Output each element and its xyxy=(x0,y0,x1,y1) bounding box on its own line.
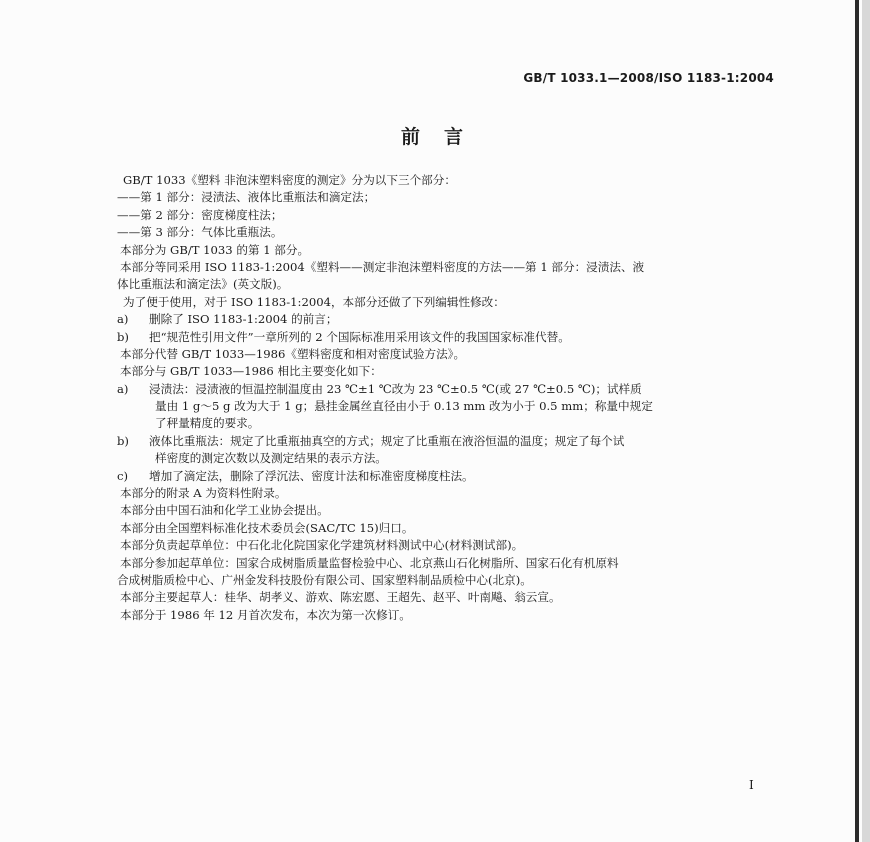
paragraph: 本部分等同采用 ISO 1183-1:2004《塑料——测定非泡沫塑料密度的方法——第 1 部分：浸渍法、液 xyxy=(120,259,645,274)
standard-number: GB/T 1033.1—2008/ISO 1183-1:2004 xyxy=(523,71,774,85)
foreword-body xyxy=(117,172,778,624)
list-item xyxy=(117,329,778,346)
list-item-continuation: 样密度的测定次数以及测定结果的表示方法。 xyxy=(155,451,387,466)
list-item-label: b) xyxy=(117,433,129,448)
list-item xyxy=(117,381,778,398)
list-item-text: 液体比重瓶法：规定了比重瓶抽真空的方式；规定了比重瓶在液浴恒温的温度；规定了每个试 xyxy=(149,433,625,448)
list-item-continuation: 了秤量精度的要求。 xyxy=(155,416,260,431)
paragraph: 本部分于 1986 年 12 月首次发布，本次为第一次修订。 xyxy=(120,607,411,622)
paragraph: 本部分为 GB/T 1033 的第 1 部分。 xyxy=(120,242,310,257)
list-item-text: 把“规范性引用文件”一章所列的 2 个国际标准用采用该文件的我国国家标准代替。 xyxy=(149,329,570,344)
paragraph: 本部分由全国塑料标准化技术委员会(SAC/TC 15)归口。 xyxy=(120,520,414,535)
paragraph: GB/T 1033《塑料 非泡沫塑料密度的测定》分为以下三个部分： xyxy=(123,173,456,187)
paragraph-continuation: 体比重瓶法和滴定法》(英文版)。 xyxy=(117,277,289,292)
list-item: ——第 1 部分：浸渍法、液体比重瓶法和滴定法； xyxy=(117,190,376,205)
paragraph: 本部分的附录 A 为资料性附录。 xyxy=(120,486,287,501)
list-item-continuation: 量由 1 g～5 g 改为大于 1 g；悬挂金属丝直径由小于 0.13 mm 改为小于 0.5 mm；称量中规定 xyxy=(155,399,653,414)
paragraph: 本部分参加起草单位：国家合成树脂质量监督检验中心、北京燕山石化树脂所、国家石化有机原料 xyxy=(120,555,619,570)
list-item xyxy=(117,433,778,450)
list-item-text: 增加了滴定法，删除了浮沉法、密度计法和标准密度梯度柱法。 xyxy=(149,468,474,483)
paragraph: 本部分负责起草单位：中石化北化院国家化学建筑材料测试中心(材料测试部)。 xyxy=(120,538,524,553)
list-item-label: a) xyxy=(117,381,129,396)
list-item-text: 删除了 ISO 1183-1:2004 的前言； xyxy=(149,312,338,327)
paragraph: 为了便于使用，对于 ISO 1183-1:2004，本部分还做了下列编辑性修改： xyxy=(123,294,505,309)
paragraph: 本部分由中国石油和化学工业协会提出。 xyxy=(120,503,329,518)
list-item: ——第 3 部分：气体比重瓶法。 xyxy=(117,225,283,240)
list-item-label: b) xyxy=(117,329,129,344)
list-item-text: 浸渍法：浸渍液的恒温控制温度由 23 ℃±1 ℃改为 23 ℃±0.5 ℃(或 27 ℃±0.5 ℃)；试样质 xyxy=(149,381,642,396)
list-item xyxy=(117,468,778,485)
paragraph: 本部分代替 GB/T 1033—1986《塑料密度和相对密度试验方法》。 xyxy=(120,346,466,361)
paragraph: 本部分与 GB/T 1033—1986 相比主要变化如下： xyxy=(120,364,382,379)
paragraph: 本部分主要起草人：桂华、胡孝义、游欢、陈宏愿、王超先、赵平、叶南飚、翁云宣。 xyxy=(120,590,561,605)
list-item-label: c) xyxy=(117,468,129,483)
paragraph-continuation: 合成树脂质检中心、广州金发科技股份有限公司、国家塑料制品质检中心(北京)。 xyxy=(117,572,532,587)
list-item: ——第 2 部分：密度梯度柱法； xyxy=(117,207,283,222)
list-item xyxy=(117,311,778,328)
page-number: I xyxy=(749,778,754,792)
list-item-label: a) xyxy=(117,312,129,327)
page-title: 前言 xyxy=(400,126,487,148)
